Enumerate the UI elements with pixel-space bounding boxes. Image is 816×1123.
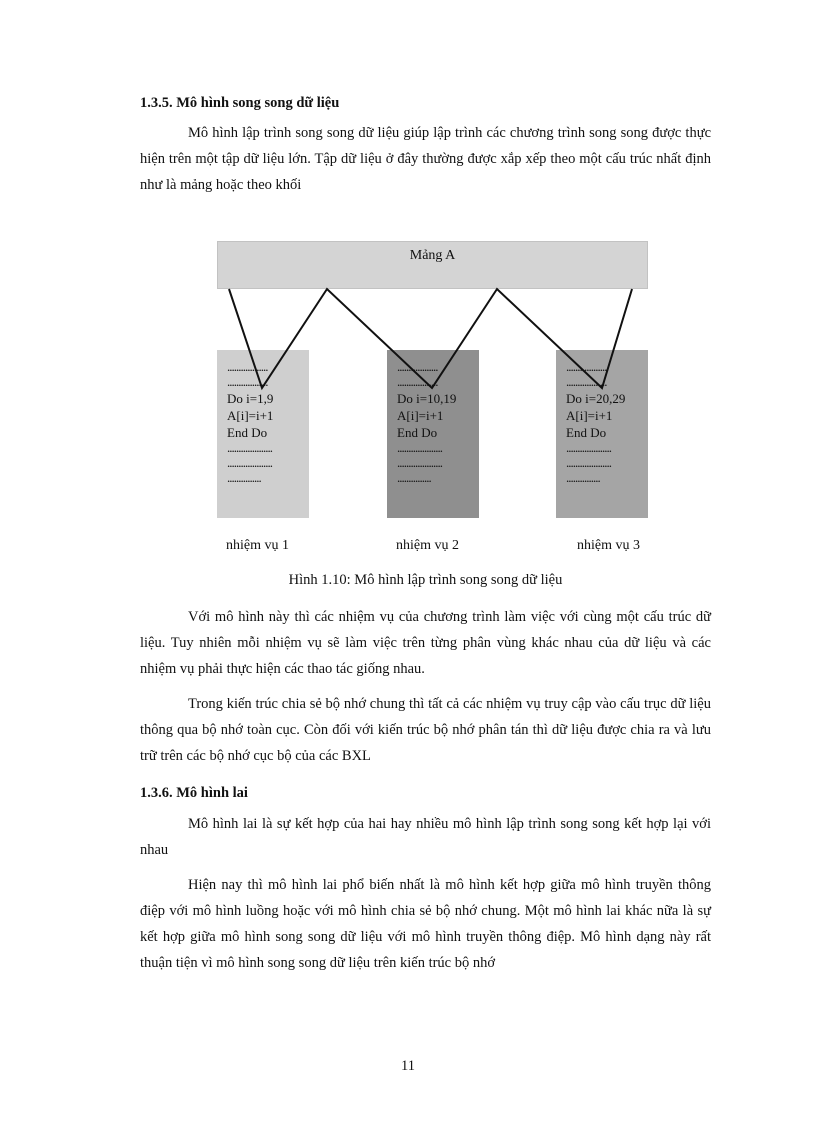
loop-end: End Do [227, 425, 268, 440]
loop-statement: A[i]=i+1 [227, 408, 274, 423]
code-dots: .................... [397, 441, 442, 455]
paragraph [140, 604, 711, 682]
paragraph [140, 811, 711, 863]
array-a-label: Mảng A [409, 248, 456, 263]
code-dots: .................. [397, 360, 438, 374]
code-dots: .................... [566, 441, 611, 455]
loop-start: Do i=20,29 [566, 391, 626, 406]
task-label-2: nhiệm vụ 2 [396, 538, 459, 553]
code-dots: .................. [566, 375, 607, 389]
task-label-1: nhiệm vụ 1 [226, 538, 289, 553]
code-dots: .................. [397, 375, 438, 389]
task-block-1 [217, 350, 309, 518]
code-dots: .................... [566, 456, 611, 470]
loop-start: Do i=1,9 [227, 391, 274, 406]
paragraph-text: Hiện nay thì mô hình lai phổ biến nhất là mô hình kết hợp giữa mô hình truyền thông điệp với mô hình luồng hoặc với mô hình chia sẻ bộ nhớ chung. Một mô hình lai khác nữa là sự kết hợp giữa mô hình song song dữ liệu với mô hình truyền thông điệp. Mô hình dạng này rất thuận tiện vì mô hình song song dữ liệu trên kiến trúc bộ nhớ [140, 877, 711, 971]
paragraph [140, 872, 711, 976]
loop-end: End Do [397, 425, 438, 440]
loop-statement: A[i]=i+1 [397, 408, 444, 423]
loop-start: Do i=10,19 [397, 391, 457, 406]
section-heading-1-3-5: 1.3.5. Mô hình song song dữ liệu [140, 95, 340, 111]
code-dots: ............... [227, 471, 261, 485]
paragraph [140, 120, 711, 198]
code-dots: .................... [227, 441, 272, 455]
task-block-2 [387, 350, 479, 518]
code-dots: .................... [227, 456, 272, 470]
code-dots: ............... [566, 471, 600, 485]
page-number: 11 [401, 1058, 415, 1074]
paragraph-text: Trong kiến trúc chia sẻ bộ nhớ chung thì tất cả các nhiệm vụ truy cập vào cấu trục dữ liệu thông qua bộ nhớ toàn cục. Còn đối với kiến trúc bộ nhớ phân tán thì dữ liệu được chia ra và lưu trữ trên các bộ nhớ cục bộ của các BXL [140, 696, 711, 764]
loop-statement: A[i]=i+1 [566, 408, 613, 423]
section-heading-1-3-6: 1.3.6. Mô hình lai [140, 785, 248, 801]
code-dots: .................. [227, 375, 268, 389]
paragraph [140, 691, 711, 769]
task-label-3: nhiệm vụ 3 [577, 538, 640, 553]
paragraph-text: Mô hình lập trình song song dữ liệu giúp lập trình các chương trình song song được thực hiện trên một tập dữ liệu lớn. Tập dữ liệu ở đây thường được xắp xếp theo một cấu trúc nhất định như là mảng hoặc theo khối [140, 125, 711, 193]
task-block-3 [556, 350, 648, 518]
code-dots: .................. [227, 360, 268, 374]
partition-zigzag-line [229, 289, 632, 388]
loop-end: End Do [566, 425, 607, 440]
array-a-block [217, 241, 648, 289]
paragraph-text: Với mô hình này thì các nhiệm vụ của chương trình làm việc với cùng một cấu trúc dữ liệu. Tuy nhiên mỗi nhiệm vụ sẽ làm việc trên từng phân vùng khác nhau của dữ liệu và các nhiệm vụ phải thực hiện các thao tác giống nhau. [140, 609, 711, 677]
code-dots: ............... [397, 471, 431, 485]
code-dots: .................. [566, 360, 607, 374]
paragraph-text: Mô hình lai là sự kết hợp của hai hay nhiều mô hình lập trình song song kết hợp lại với nhau [140, 816, 711, 858]
figure-caption: Hình 1.10: Mô hình lập trình song song dữ liệu [288, 572, 563, 588]
code-dots: .................... [397, 456, 442, 470]
